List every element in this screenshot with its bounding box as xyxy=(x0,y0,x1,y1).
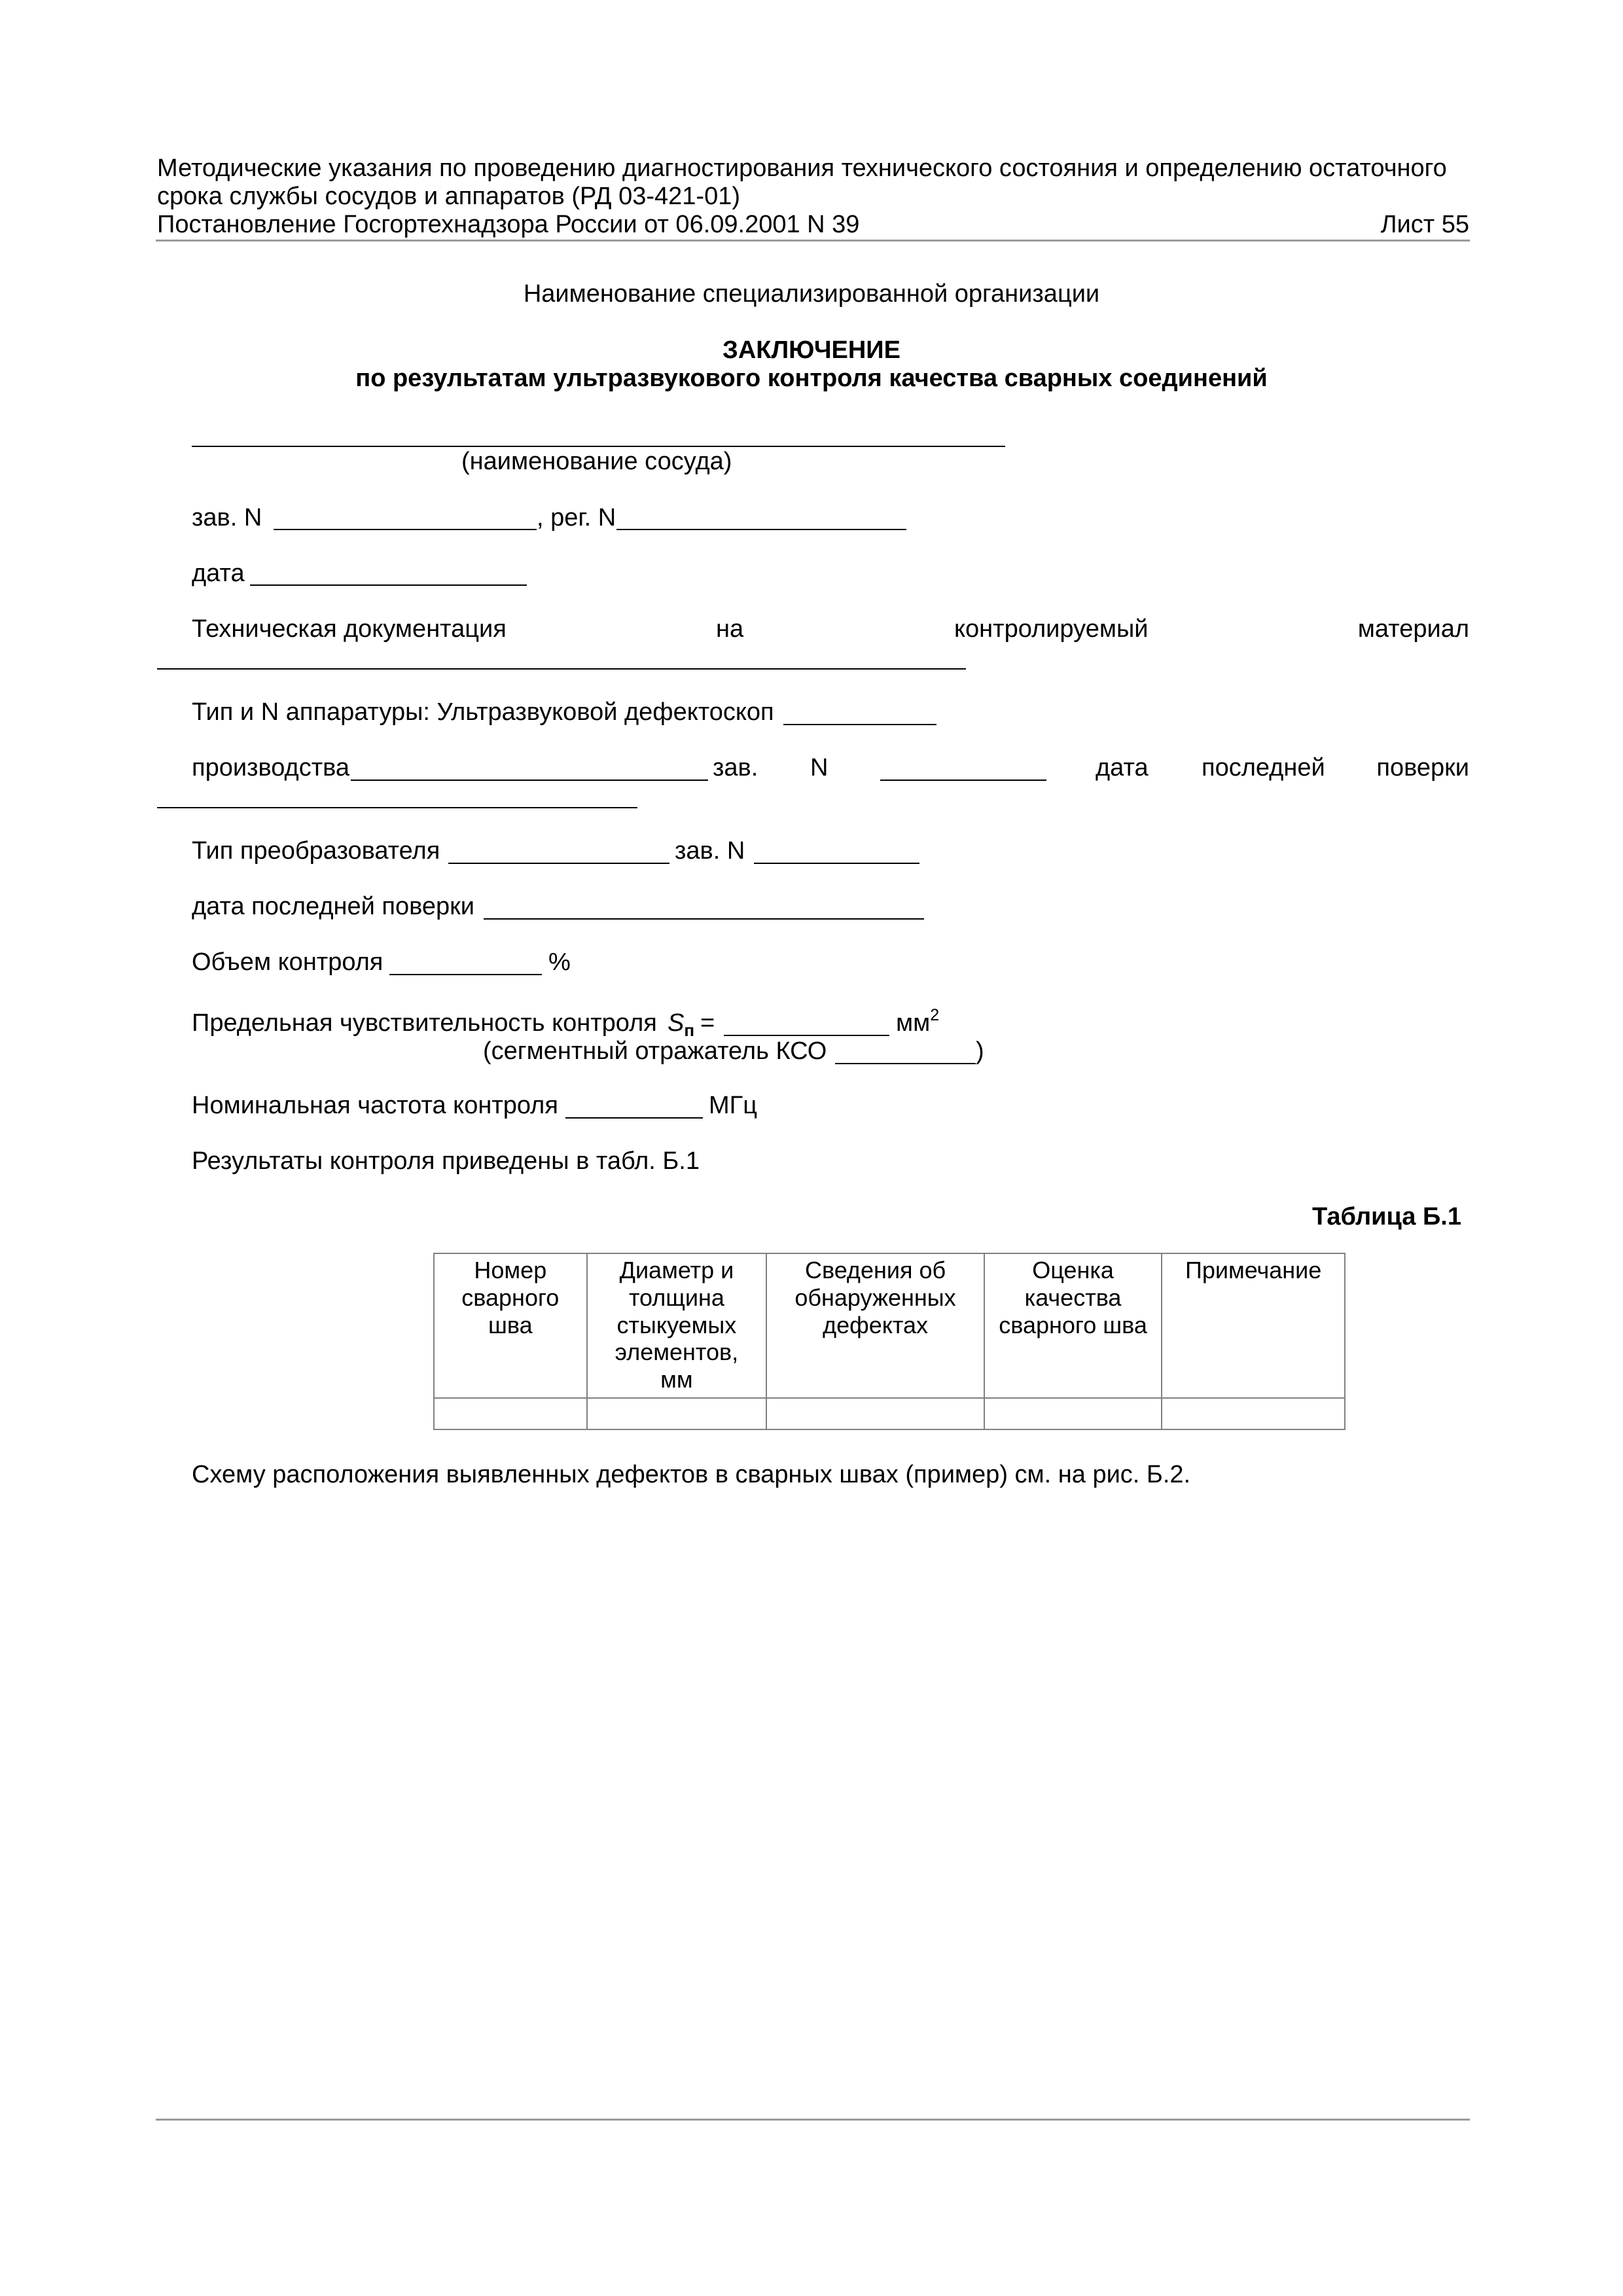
sensitivity-unit-power: 2 xyxy=(930,1006,940,1024)
results-text: Результаты контроля приведены в табл. Б.1 xyxy=(192,1147,700,1175)
volume-unit: % xyxy=(548,948,571,976)
header-line: Номер xyxy=(474,1257,547,1283)
last-check-word-2: последней xyxy=(1202,754,1325,781)
header-line: дефектах xyxy=(823,1311,928,1338)
sensitivity-subscript: п xyxy=(684,1020,695,1040)
header-quality-assessment xyxy=(984,1253,1162,1398)
results-table xyxy=(433,1253,1346,1430)
reg-label: , рег. N xyxy=(537,504,616,531)
org-name: Наименование специализированной организации xyxy=(523,280,1100,308)
header-line: элементов, xyxy=(615,1338,739,1366)
volume-field[interactable] xyxy=(389,974,542,975)
tech-doc-word-1: Техническая xyxy=(192,615,337,643)
equipment-label: Тип и N аппаратуры: Ультразвуковой дефектоскоп xyxy=(192,698,774,726)
manufacture-field[interactable] xyxy=(351,780,708,781)
zav-number-field[interactable] xyxy=(274,529,537,530)
sensitivity-symbol xyxy=(668,1009,694,1038)
transducer-type-field[interactable] xyxy=(448,863,669,864)
header-line-3: Постановление Госгортехнадзора России от 06.09.2001 N 39 xyxy=(157,211,860,238)
last-check-word-3: поверки xyxy=(1376,754,1469,781)
header-line: Сведения об xyxy=(804,1257,946,1283)
volume-label: Объем контроля xyxy=(192,948,383,976)
transducer-zav-field[interactable] xyxy=(754,863,919,864)
header-line-1: Методические указания по проведению диагностирования технического состояния и определению остаточного xyxy=(157,154,1447,182)
tech-doc-word-3: на xyxy=(716,615,744,643)
date-label: дата xyxy=(192,560,245,587)
document-subtitle: по результатам ультразвукового контроля качества сварных соединений xyxy=(355,365,1268,392)
table-cell[interactable] xyxy=(1162,1398,1345,1429)
sensitivity-unit xyxy=(896,1006,940,1038)
tech-doc-word-4: контролируемый xyxy=(954,615,1149,643)
header-line: мм xyxy=(660,1366,693,1393)
sheet-number: Лист 55 xyxy=(1380,211,1469,238)
header-line: сварного xyxy=(461,1283,560,1311)
tech-doc-word-5: материал xyxy=(1357,615,1469,643)
last-check-label: дата последней поверки xyxy=(192,893,474,920)
defects-scheme-text: Схему расположения выявленных дефектов в сварных швах (пример) см. на рис. Б.2. xyxy=(192,1461,1191,1488)
header-diameter-thickness xyxy=(587,1253,767,1398)
zav2-label: зав. xyxy=(713,754,758,781)
header-rule xyxy=(156,240,1470,242)
table-row xyxy=(434,1398,1345,1429)
sensitivity-equals: = xyxy=(700,1009,715,1037)
header-defects-info xyxy=(766,1253,984,1398)
date-field[interactable] xyxy=(250,584,527,586)
header-line: обнаруженных xyxy=(794,1283,956,1311)
header-line: стыкуемых xyxy=(616,1311,737,1338)
vessel-name-caption: (наименование сосуда) xyxy=(461,448,732,475)
header-line: Диаметр и xyxy=(619,1257,734,1283)
reflector-field[interactable] xyxy=(835,1063,976,1064)
header-seam-number xyxy=(434,1253,587,1398)
header-line-2: срока службы сосудов и аппаратов (РД 03-421-01) xyxy=(157,183,740,210)
header-line: шва xyxy=(488,1311,533,1338)
sensitivity-unit-text: мм xyxy=(896,1009,931,1037)
header-note xyxy=(1162,1253,1345,1398)
frequency-unit: МГц xyxy=(709,1092,757,1119)
n-label: N xyxy=(810,754,829,781)
header-line: сварного шва xyxy=(999,1311,1147,1338)
sensitivity-symbol-letter: S xyxy=(668,1009,685,1037)
equipment-check-date-field[interactable] xyxy=(157,807,637,808)
table-cell[interactable] xyxy=(984,1398,1162,1429)
tech-doc-field[interactable] xyxy=(157,668,966,670)
equipment-zav-field[interactable] xyxy=(880,780,1046,781)
transducer-label: Тип преобразователя xyxy=(192,837,440,865)
header-line: Примечание xyxy=(1185,1257,1322,1283)
frequency-label: Номинальная частота контроля xyxy=(192,1092,558,1119)
last-check-word-1: дата xyxy=(1096,754,1149,781)
header-line: толщина xyxy=(628,1283,724,1311)
sensitivity-field[interactable] xyxy=(724,1035,889,1036)
table-cell[interactable] xyxy=(587,1398,767,1429)
reg-number-field[interactable] xyxy=(616,529,906,530)
equipment-number-field[interactable] xyxy=(783,724,936,725)
transducer-check-date-field[interactable] xyxy=(484,918,924,920)
sensitivity-label: Предельная чувствительность контроля xyxy=(192,1009,657,1037)
transducer-zav-label: зав. N xyxy=(675,837,745,865)
table-header-row xyxy=(434,1253,1345,1398)
table-cell[interactable] xyxy=(434,1398,587,1429)
reflector-close: ) xyxy=(976,1037,984,1065)
frequency-field[interactable] xyxy=(565,1117,703,1119)
vessel-name-field[interactable] xyxy=(192,446,1005,447)
table-caption: Таблица Б.1 xyxy=(1312,1203,1461,1230)
document-title: ЗАКЛЮЧЕНИЕ xyxy=(722,336,901,364)
footer-rule xyxy=(156,2119,1470,2121)
tech-doc-word-2: документация xyxy=(344,615,507,643)
zav-label: зав. N xyxy=(192,504,262,531)
header-line: качества xyxy=(1024,1283,1122,1311)
reflector-label: (сегментный отражатель КСО xyxy=(483,1037,827,1065)
header-line: Оценка xyxy=(1032,1257,1114,1283)
table-cell[interactable] xyxy=(766,1398,984,1429)
manufacture-label: производства xyxy=(192,754,350,781)
